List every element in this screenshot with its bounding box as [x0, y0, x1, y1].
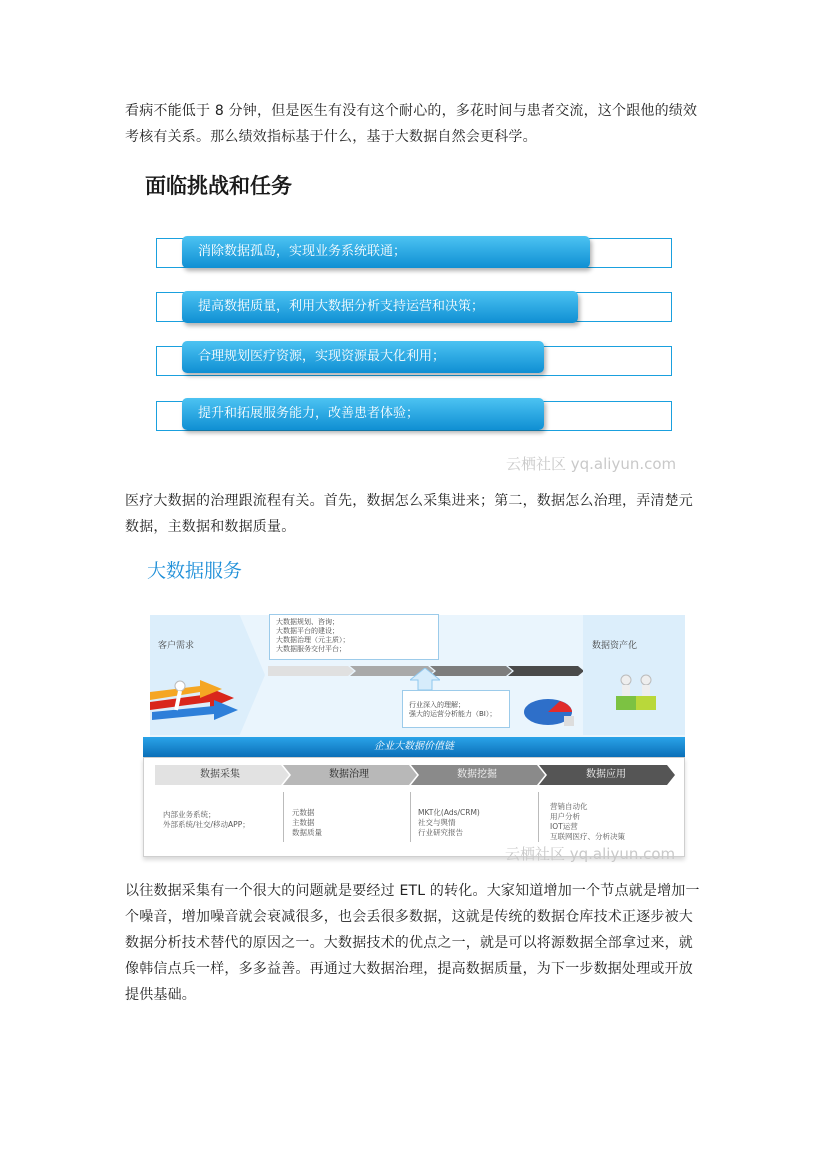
- stage-application: 数据应用: [586, 769, 626, 780]
- services-callout: [269, 614, 439, 660]
- stage-application-details: [550, 802, 625, 842]
- challenge-item-2: 提高数据质量，利用大数据分析支持运营和决策；: [182, 291, 578, 323]
- challenge-item-1: 消除数据孤岛，实现业务系统联通；: [182, 236, 590, 268]
- detail-line: 数据质量: [292, 828, 322, 837]
- callout-line: 大数据规划、咨询；: [276, 618, 339, 626]
- pie-chart-icon: [520, 690, 580, 730]
- callout-line: 大数据治理（元主质）；: [276, 636, 350, 644]
- stage-governance: 数据治理: [329, 769, 369, 780]
- watermark: 云栖社区 yq.aliyun.com: [506, 455, 677, 473]
- challenge-item-4: 提升和拓展服务能力，改善患者体验；: [182, 398, 544, 430]
- stage-mining: 数据挖掘: [457, 769, 497, 780]
- detail-line: 主数据: [292, 818, 315, 827]
- value-chain-banner: 企业大数据价值链: [143, 737, 685, 757]
- detail-line: 外部系统/社交/移动APP；: [163, 820, 250, 829]
- customer-needs-label: 客户需求: [158, 641, 195, 651]
- detail-line: 社交与舆情: [418, 818, 456, 827]
- detail-line: 行业研究报告: [418, 828, 463, 837]
- data-assetization-label: 数据资产化: [592, 641, 638, 651]
- capabilities-callout: [402, 690, 510, 728]
- callout-line: 大数据平台的建设；: [276, 627, 339, 635]
- stage-governance-details: [292, 808, 322, 838]
- up-arrow-icon: [410, 668, 440, 690]
- paragraph-intro: 看病不能低于 8 分钟，但是医生有没有这个耐心的，多花时间与患者交流，这个跟他的绩效考核有关系。那么绩效指标基于什么，基于大数据自然会更科学。: [125, 103, 698, 145]
- callout-line: 强大的运营分析能力（BI）；: [409, 710, 497, 718]
- paragraph-governance: 医疗大数据的治理跟流程有关。首先，数据怎么采集进来；第二，数据怎么治理，弄清楚元数据，主数据和数据质量。: [125, 493, 693, 535]
- detail-line: 互联网医疗、分析决策: [550, 832, 625, 841]
- detail-line: IOT运营: [550, 822, 578, 831]
- puzzle-people-icon: [612, 672, 662, 714]
- challenge-item-3: 合理规划医疗资源，实现资源最大化利用；: [182, 341, 544, 373]
- stage-collection-details: [163, 810, 250, 830]
- service-title: 大数据服务: [147, 560, 243, 582]
- stage-collection: 数据采集: [200, 769, 240, 780]
- divider: [283, 792, 284, 842]
- detail-line: 元数据: [292, 808, 315, 817]
- challenges-title: 面临挑战和任务: [145, 173, 292, 198]
- paragraph-etl: 以往数据采集有一个很大的问题就是要经过 ETL 的转化。大家知道增加一个节点就是增加一个噪音，增加噪音就会衰减很多，也会丢很多数据，这就是传统的数据仓库技术正逐步被大数据分析技术替代的原因之一。大数据技术的优点之一，就是可以将源数据全部拿过来，就像韩信点兵一样，多多益善。再通过大数据治理，提高数据质量，为下一步数据处理或开放提供基础。: [125, 883, 700, 1003]
- callout-line: 行业深入的理解；: [409, 701, 465, 709]
- detail-line: MKT化(Ads/CRM): [418, 808, 480, 817]
- stage-mining-details: [418, 808, 480, 838]
- detail-line: 营销自动化: [550, 802, 588, 811]
- callout-line: 大数据服务交付平台；: [276, 645, 346, 653]
- running-figure-icon: [150, 680, 240, 720]
- divider: [538, 792, 539, 842]
- detail-line: 用户分析: [550, 812, 580, 821]
- watermark: 云栖社区 yq.aliyun.com: [505, 845, 676, 863]
- divider: [410, 792, 411, 842]
- detail-line: 内部业务系统；: [163, 810, 216, 819]
